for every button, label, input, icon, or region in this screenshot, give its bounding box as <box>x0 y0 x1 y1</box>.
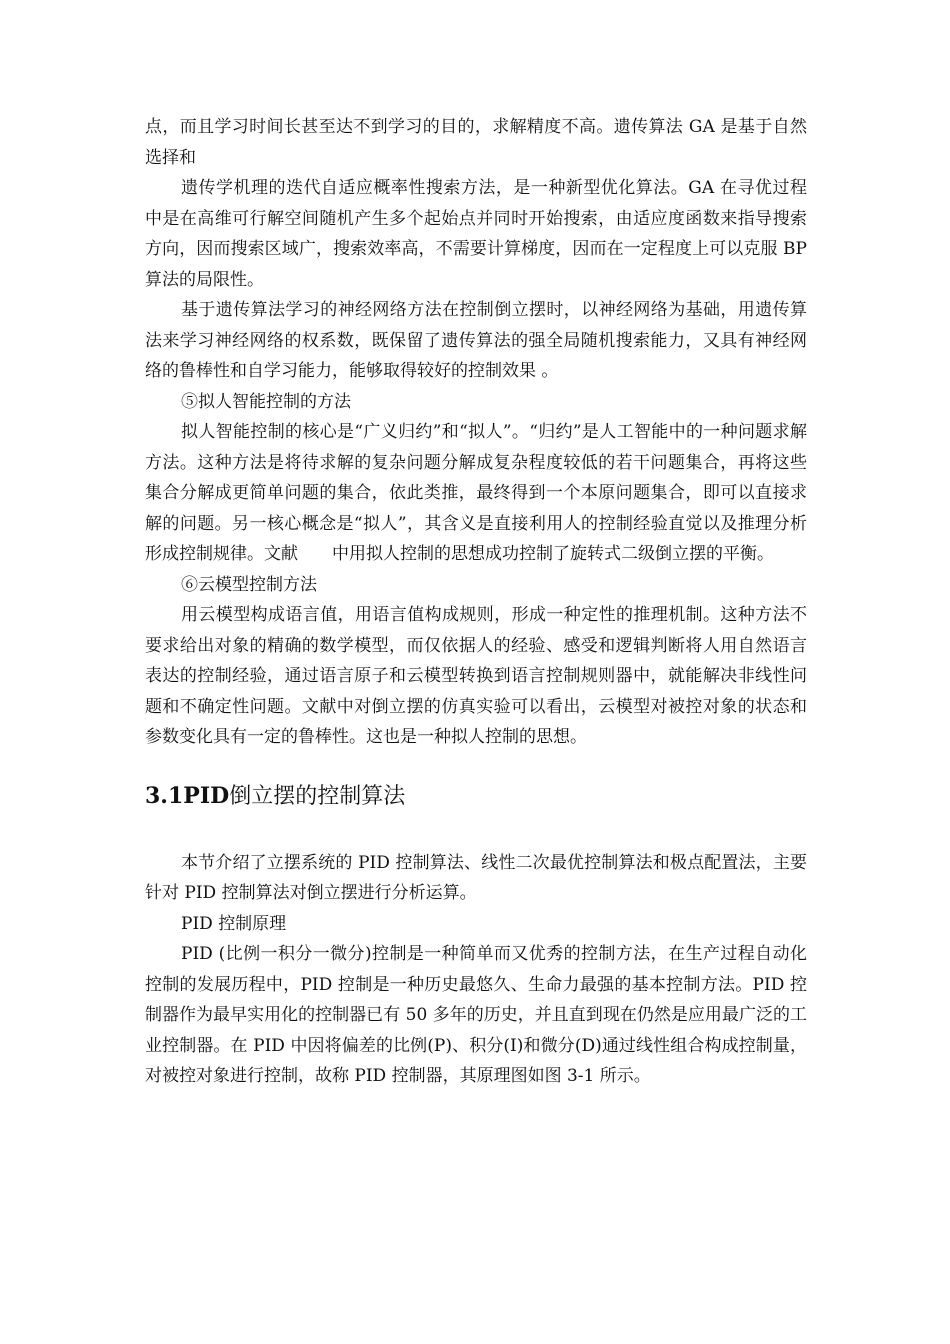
subheading-cloud-model-control: ⑥云模型控制方法 <box>181 574 317 595</box>
paragraph-6: 本节介绍了立摆系统的 PID 控制算法、线性二次最优控制算法和极点配置法，主要针对 PID 控制算法对倒立摆进行分析运算。 <box>145 852 807 903</box>
paragraph-7: PID (比例一积分一微分)控制是一种简单而又优秀的控制方法，在生产过程自动化控制的发展历程中，PID 控制是一种历史最悠久、生命力最强的基本控制方法。PID 控制器作为最早实用化的控制器已有 50 多年的历史，并且直到现在仍然是应用最广泛的工业控制器。在 PID 中因将偏差的比例(P)、积分(I)和微分(D)通过线性组合构成控制量，对被控对象进行控制，故称 PID 控制器，其原理图如图 3-1 所示。 <box>145 944 807 1086</box>
subheading-pid-principle: PID 控制原理 <box>181 913 287 934</box>
subheading-anthropomorphic-control: ⑤拟人智能控制的方法 <box>181 391 351 412</box>
text-block-top <box>145 112 807 753</box>
section-heading-title: 倒立摆的控制算法 <box>229 783 406 809</box>
paragraph-5: 用云模型构成语言值，用语言值构成规则，形成一种定性的推理机制。这种方法不要求给出对象的精确的数学模型，而仅依据人的经验、感受和逻辑判断将人用自然语言表达的控制经验，通过语言原子和云模型转换到语言控制规则器中，就能解决非线性问题和不确定性问题。文献中对倒立摆的仿真实验可以看出，云模型对被控对象的状态和参数变化具有一定的鲁棒性。这也是一种拟人控制的思想。 <box>145 605 807 747</box>
paragraph-1: 点，而且学习时间长甚至达不到学习的目的，求解精度不高。遗传算法 GA 是基于自然选择和 <box>145 117 807 168</box>
document-page <box>145 112 807 1092</box>
section-heading-number: 3.1PID <box>145 782 230 809</box>
paragraph-2: 遗传学机理的迭代自适应概率性搜索方法，是一种新型优化算法。GA 在寻优过程中是在高维可行解空间随机产生多个起始点并同时开始搜索，由适应度函数来指导搜索方向，因而搜索区域广，搜索效率高，不需要计算梯度，因而在一定程度上可以克服 BP 算法的局限性。 <box>145 178 807 290</box>
paragraph-4: 拟人智能控制的核心是“广义归约”和“拟人”。“归约”是人工智能中的一种问题求解方法。这种方法是将待求解的复杂问题分解成复杂程度较低的若干问题集合，再将这些集合分解成更简单问题的集合，依此类推，最终得到一个本原问题集合，即可以直接求解的问题。另一核心概念是“拟人”，其含义是直接利用人的控制经验直觉以及推理分析形成控制规律。文献 中用拟人控制的思想成功控制了旋转式二级倒立摆的平衡。 <box>145 422 807 564</box>
paragraph-3: 基于遗传算法学习的神经网络方法在控制倒立摆时，以神经网络为基础，用遗传算法来学习神经网络的权系数，既保留了遗传算法的强全局随机搜索能力，又具有神经网络的鲁棒性和自学习能力，能够取得较好的控制效果 。 <box>145 300 807 381</box>
section-heading <box>145 781 807 812</box>
text-block-bottom <box>145 848 807 1092</box>
